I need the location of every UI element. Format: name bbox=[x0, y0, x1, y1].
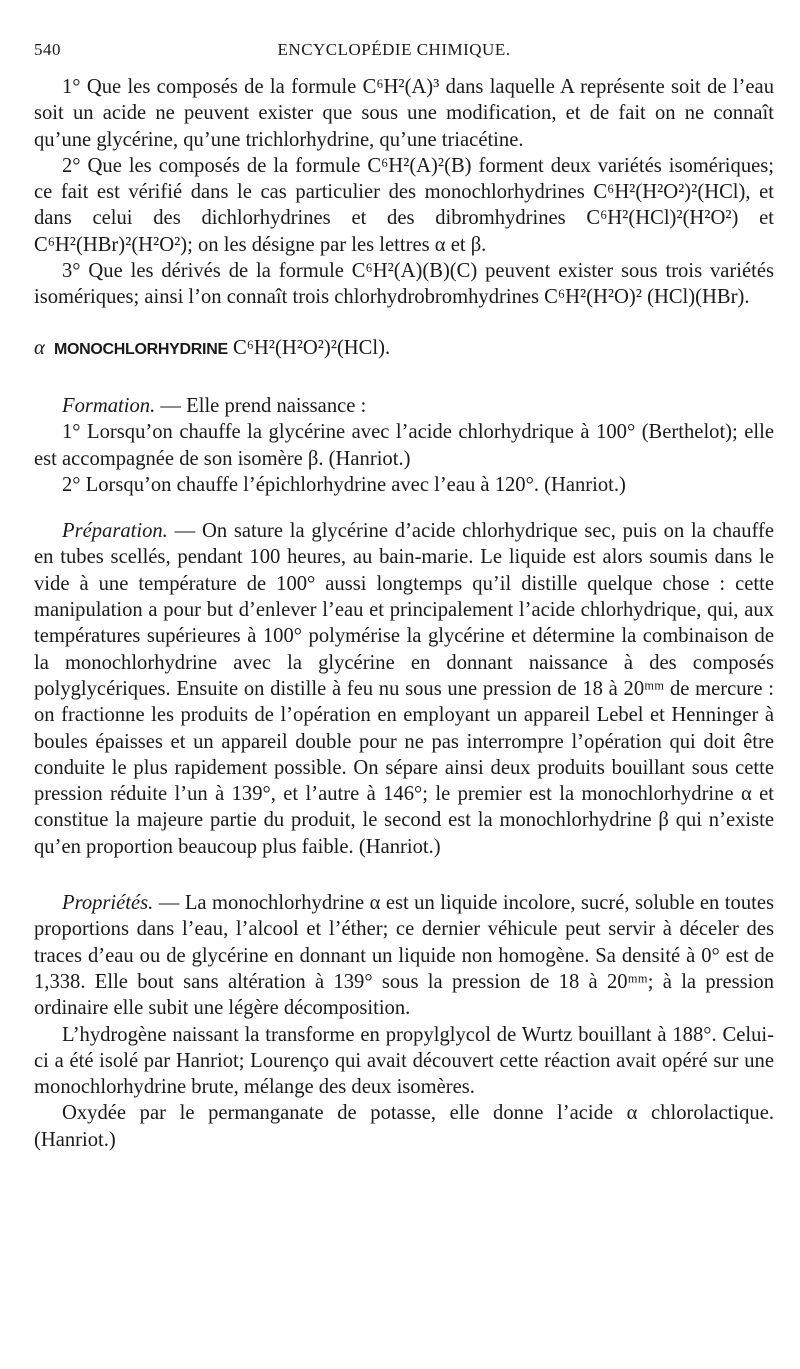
formation-intro: — Elle prend naissance : bbox=[160, 394, 367, 417]
proprietes-paragraph bbox=[34, 890, 774, 1021]
section-heading-alpha: α bbox=[34, 336, 45, 359]
formation-label: Formation. bbox=[62, 394, 156, 417]
section-heading bbox=[34, 335, 774, 363]
proprietes-paragraph-2: L’hydrogène naissant la transforme en propylglycol de Wurtz bouillant à 188°. Celui-ci a été isolé par Hanriot; Lourenço qui avait découvert cette réaction avait opéré sur une monochlorhydrine brute, mélange des deux isomères. bbox=[34, 1023, 774, 1099]
proprietes-paragraph-3: Oxydée par le permanganate de potasse, elle donne l’acide α chlorolactique. (Hanriot.) bbox=[34, 1102, 774, 1151]
paragraph-2: 2° Que les composés de la formule C⁶H²(A)²(B) forment deux variétés isomériques; ce fait est vérifié dans le cas particulier des monochlorhydrines C⁶H²(H²O²)²(HCl), et dans celui des dichlorhydrines et des dibromhydrines C⁶H²(HCl)²(H²O²) et C⁶H²(HBr)²(H²O²); on les désigne par les lettres α et β. bbox=[34, 154, 774, 256]
section-heading-title: MONOCHLORHYDRINE bbox=[53, 340, 228, 358]
formation-item-2: 2° Lorsqu’on chauffe l’épichlorhydrine avec l’eau à 120°. (Hanriot.) bbox=[62, 473, 626, 496]
page-header bbox=[34, 40, 774, 70]
proprietes-label: Propriétés. bbox=[62, 892, 154, 915]
page-body bbox=[34, 74, 774, 1153]
page-number: 540 bbox=[34, 40, 61, 59]
preparation-label: Préparation. bbox=[62, 520, 168, 543]
section-heading-formula: C⁶H²(H²O²)²(HCl). bbox=[233, 336, 391, 359]
formation-item-1: 1° Lorsqu’on chauffe la glycérine avec l’acide chlorhydrique à 100° (Berthelot); elle est accompagnée de son isomère β. (Hanriot.) bbox=[34, 421, 774, 470]
proprietes-text: — La monochlorhydrine α est un liquide incolore, sucré, soluble en toutes proportions dans l’eau, l’alcool et l’éther; ce dernier véhicule peut servir à déceler des traces d’eau ou de glycérine en donnant un liquide non homogène. Sa densité à 0° est de 1,338. Elle bout sans altération à 139° sous la pression de 18 à 20ᵐᵐ; à la pression ordinaire elle subit une légère décomposition. bbox=[34, 892, 774, 1020]
preparation-paragraph bbox=[34, 518, 774, 860]
paragraph-3: 3° Que les dérivés de la formule C⁶H²(A)(B)(C) peuvent exister sous trois variétés isomériques; ainsi l’on connaît trois chlorhydrobromhydrines C⁶H²(H²O)² (HCl)(HBr). bbox=[34, 260, 774, 309]
formation-paragraph bbox=[34, 393, 774, 419]
paragraph-1: 1° Que les composés de la formule C⁶H²(A)³ dans laquelle A représente soit de l’eau soit un acide ne peuvent exister que sous une modification, et de fait on ne connaît qu’une glycérine, qu’une trichlorhydrine, qu’une triacétine. bbox=[34, 76, 774, 151]
preparation-text: — On sature la glycérine d’acide chlorhydrique sec, puis on la chauffe en tubes scellés, pendant 100 heures, au bain-marie. Le liquide est alors soumis dans le vide à une température de 100° aussi longtemps qu’il distille quelque chose : cette manipulation a pour but d’enlever l’eau et principalement l’acide chlorhydrique, qui, aux températures supérieures à 100° polymérise la glycérine et détermine la combinaison de la monochlorhydrine avec la glycérine en donnant naissance à des composés polyglycériques. Ensuite on distille à feu nu sous une pression de 18 à 20ᵐᵐ de mercure : on fractionne les produits de l’opération en employant un appareil Lebel et Henninger à boules épaisses et un appareil double pour ne pas interrompre l’opération qui doit être conduite le plus rapidement possible. On sépare ainsi deux produits bouillant sous cette pression réduite l’un à 139°, et l’autre à 146°; le premier est la monochlorhydrine α et constitue la majeure partie du produit, le second est la monochlorhydrine β qui n’existe qu’en proportion beaucoup plus faible. (Hanriot.) bbox=[34, 520, 774, 858]
running-title: ENCYCLOPÉDIE CHIMIQUE. bbox=[277, 40, 511, 59]
